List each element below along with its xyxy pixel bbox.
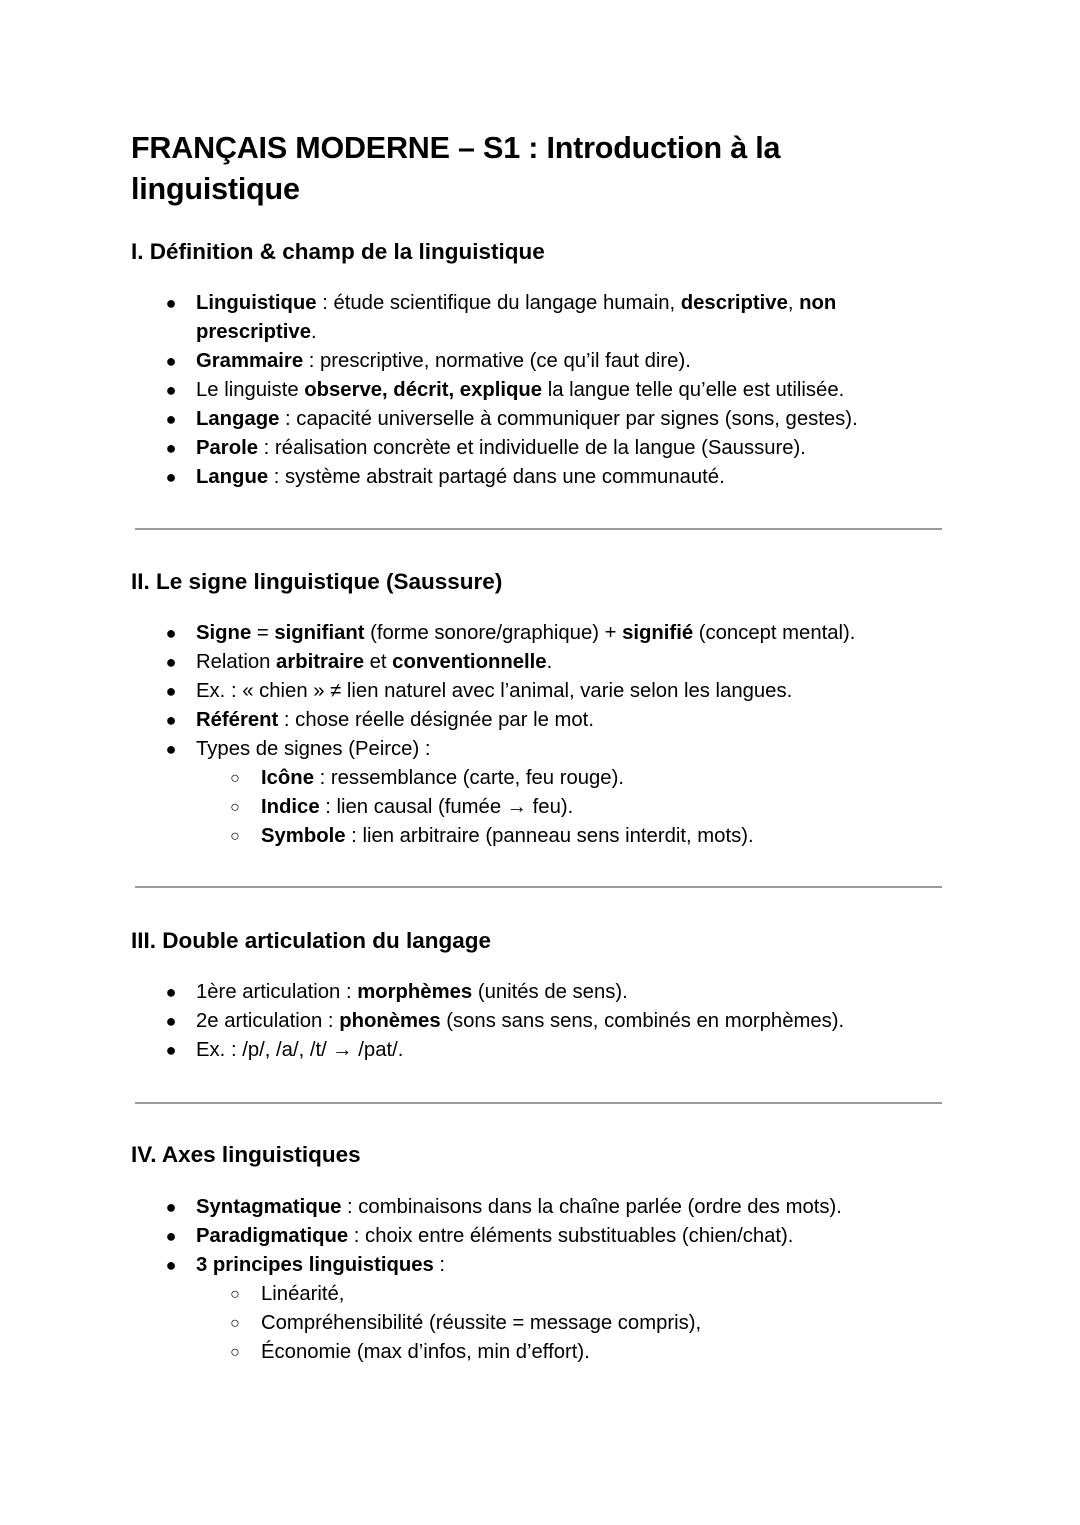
list-item	[0, 347, 916, 376]
list-item	[0, 1251, 916, 1280]
list-item	[0, 434, 916, 463]
item-text: la langue telle qu’elle est utilisée.	[542, 379, 845, 401]
bold-term: descriptive	[680, 292, 788, 314]
item-text: : lien arbitraire (panneau sens interdit, mots).	[345, 825, 754, 847]
item-text: :	[433, 1254, 446, 1276]
filled-disc-bullet-icon: ●	[165, 467, 177, 487]
item-text: 2e articulation :	[196, 1010, 340, 1032]
bold-term: 3 principes linguistiques	[196, 1254, 434, 1276]
item-text: : étude scientifique du langage humain,	[316, 292, 681, 314]
item-text: : système abstrait partagé dans une communauté.	[268, 466, 725, 488]
list-item	[0, 706, 916, 735]
bold-term: Référent	[196, 709, 279, 731]
bold-term: morphèmes	[357, 981, 473, 1003]
item-text: (sons sans sens, combinés en morphèmes).	[440, 1010, 845, 1032]
item-text: (unités de sens).	[472, 981, 628, 1003]
item-text: : capacité universelle à communiquer par signes (sons, gestes).	[279, 408, 858, 430]
section-heading-1: I. Définition & champ de la linguistique	[131, 239, 545, 264]
section-2-list	[0, 619, 1000, 851]
list-item	[0, 619, 916, 648]
hollow-circle-bullet-icon: ○	[230, 1315, 240, 1332]
section-heading-2: II. Le signe linguistique (Saussure)	[131, 569, 503, 594]
sub-list-item	[0, 764, 981, 793]
hollow-circle-bullet-icon: ○	[230, 1286, 240, 1303]
bold-term: Signe	[196, 622, 252, 644]
list-item	[0, 1222, 916, 1251]
bold-term: signifié	[622, 622, 694, 644]
item-text: .	[310, 321, 317, 343]
bold-term: Langage	[196, 408, 280, 430]
item-text: Linéarité,	[261, 1283, 345, 1305]
item-text: : réalisation concrète et individuelle de la langue (Saussure).	[258, 437, 806, 459]
item-text: Le linguiste	[196, 379, 305, 401]
item-text: .	[546, 651, 553, 673]
section-1-list	[0, 289, 1000, 492]
list-item	[0, 1036, 916, 1065]
bold-term: Indice	[261, 796, 320, 818]
horizontal-divider	[135, 1102, 942, 1104]
bold-term: Syntagmatique	[196, 1196, 342, 1218]
item-text: : lien causal (fumée → feu).	[319, 796, 574, 818]
filled-disc-bullet-icon: ●	[165, 351, 177, 371]
list-item	[0, 648, 916, 677]
bold-term: Linguistique	[196, 292, 317, 314]
bold-term: phonèmes	[339, 1010, 441, 1032]
hollow-circle-bullet-icon: ○	[230, 799, 240, 816]
item-text: ,	[787, 292, 800, 314]
bold-term: Paradigmatique	[196, 1225, 349, 1247]
item-text: et	[363, 651, 393, 673]
section-3-list	[0, 978, 1000, 1065]
filled-disc-bullet-icon: ●	[165, 438, 177, 458]
sub-list-item	[0, 1280, 981, 1309]
item-text: 1ère articulation :	[196, 981, 358, 1003]
filled-disc-bullet-icon: ●	[165, 652, 177, 672]
list-item	[0, 735, 916, 764]
bold-term: non prescriptive	[196, 292, 837, 343]
list-item	[0, 1007, 916, 1036]
hollow-circle-bullet-icon: ○	[230, 1344, 240, 1361]
item-text: : prescriptive, normative (ce qu’il faut dire).	[303, 350, 691, 372]
bold-term: Langue	[196, 466, 269, 488]
list-item	[0, 677, 916, 706]
bold-term: Symbole	[261, 825, 346, 847]
filled-disc-bullet-icon: ●	[165, 409, 177, 429]
bold-term: arbitraire	[276, 651, 364, 673]
hollow-circle-bullet-icon: ○	[230, 770, 240, 787]
filled-disc-bullet-icon: ●	[165, 1011, 177, 1031]
sub-list-item	[0, 793, 981, 822]
list-item	[0, 405, 916, 434]
filled-disc-bullet-icon: ●	[165, 982, 177, 1002]
item-text: Relation	[196, 651, 277, 673]
item-text: : ressemblance (carte, feu rouge).	[313, 767, 624, 789]
section-4-list	[0, 1193, 1000, 1367]
horizontal-divider	[135, 886, 942, 888]
item-text: Compréhensibilité (réussite = message compris),	[261, 1312, 702, 1334]
filled-disc-bullet-icon: ●	[165, 380, 177, 400]
filled-disc-bullet-icon: ●	[165, 739, 177, 759]
filled-disc-bullet-icon: ●	[165, 623, 177, 643]
bold-term: Parole	[196, 437, 259, 459]
filled-disc-bullet-icon: ●	[165, 1255, 177, 1275]
filled-disc-bullet-icon: ●	[165, 681, 177, 701]
sub-list-item	[0, 1338, 981, 1367]
filled-disc-bullet-icon: ●	[165, 1197, 177, 1217]
bold-term: observe, décrit, explique	[304, 379, 543, 401]
list-item	[0, 376, 916, 405]
item-text: (concept mental).	[693, 622, 856, 644]
item-text: : choix entre éléments substituables (chien/chat).	[348, 1225, 794, 1247]
list-item	[0, 1193, 916, 1222]
item-text: =	[251, 622, 275, 644]
bold-term: signifiant	[274, 622, 365, 644]
item-text: Ex. : « chien » ≠ lien naturel avec l’animal, varie selon les langues.	[196, 680, 793, 702]
item-text: Ex. : /p/, /a/, /t/ → /pat/.	[196, 1039, 404, 1061]
item-text: Économie (max d’infos, min d’effort).	[261, 1341, 590, 1363]
item-text: (forme sonore/graphique) +	[364, 622, 623, 644]
sub-list-item	[0, 1309, 981, 1338]
list-item	[0, 978, 916, 1007]
filled-disc-bullet-icon: ●	[165, 1226, 177, 1246]
bold-term: conventionnelle	[392, 651, 547, 673]
horizontal-divider	[135, 528, 942, 530]
sub-list-item	[0, 822, 981, 851]
filled-disc-bullet-icon: ●	[165, 293, 177, 313]
list-item	[0, 289, 916, 347]
hollow-circle-bullet-icon: ○	[230, 828, 240, 845]
item-text: Types de signes (Peirce) :	[196, 738, 431, 760]
item-text: : combinaisons dans la chaîne parlée (ordre des mots).	[341, 1196, 842, 1218]
page-title: FRANÇAIS MODERNE – S1 : Introduction à la linguistique	[131, 131, 781, 206]
section-heading-3: III. Double articulation du langage	[131, 928, 492, 953]
filled-disc-bullet-icon: ●	[165, 710, 177, 730]
filled-disc-bullet-icon: ●	[165, 1040, 177, 1060]
item-text: : chose réelle désignée par le mot.	[278, 709, 594, 731]
list-item	[0, 463, 916, 492]
bold-term: Icône	[261, 767, 314, 789]
section-heading-4: IV. Axes linguistiques	[131, 1142, 361, 1167]
bold-term: Grammaire	[196, 350, 304, 372]
